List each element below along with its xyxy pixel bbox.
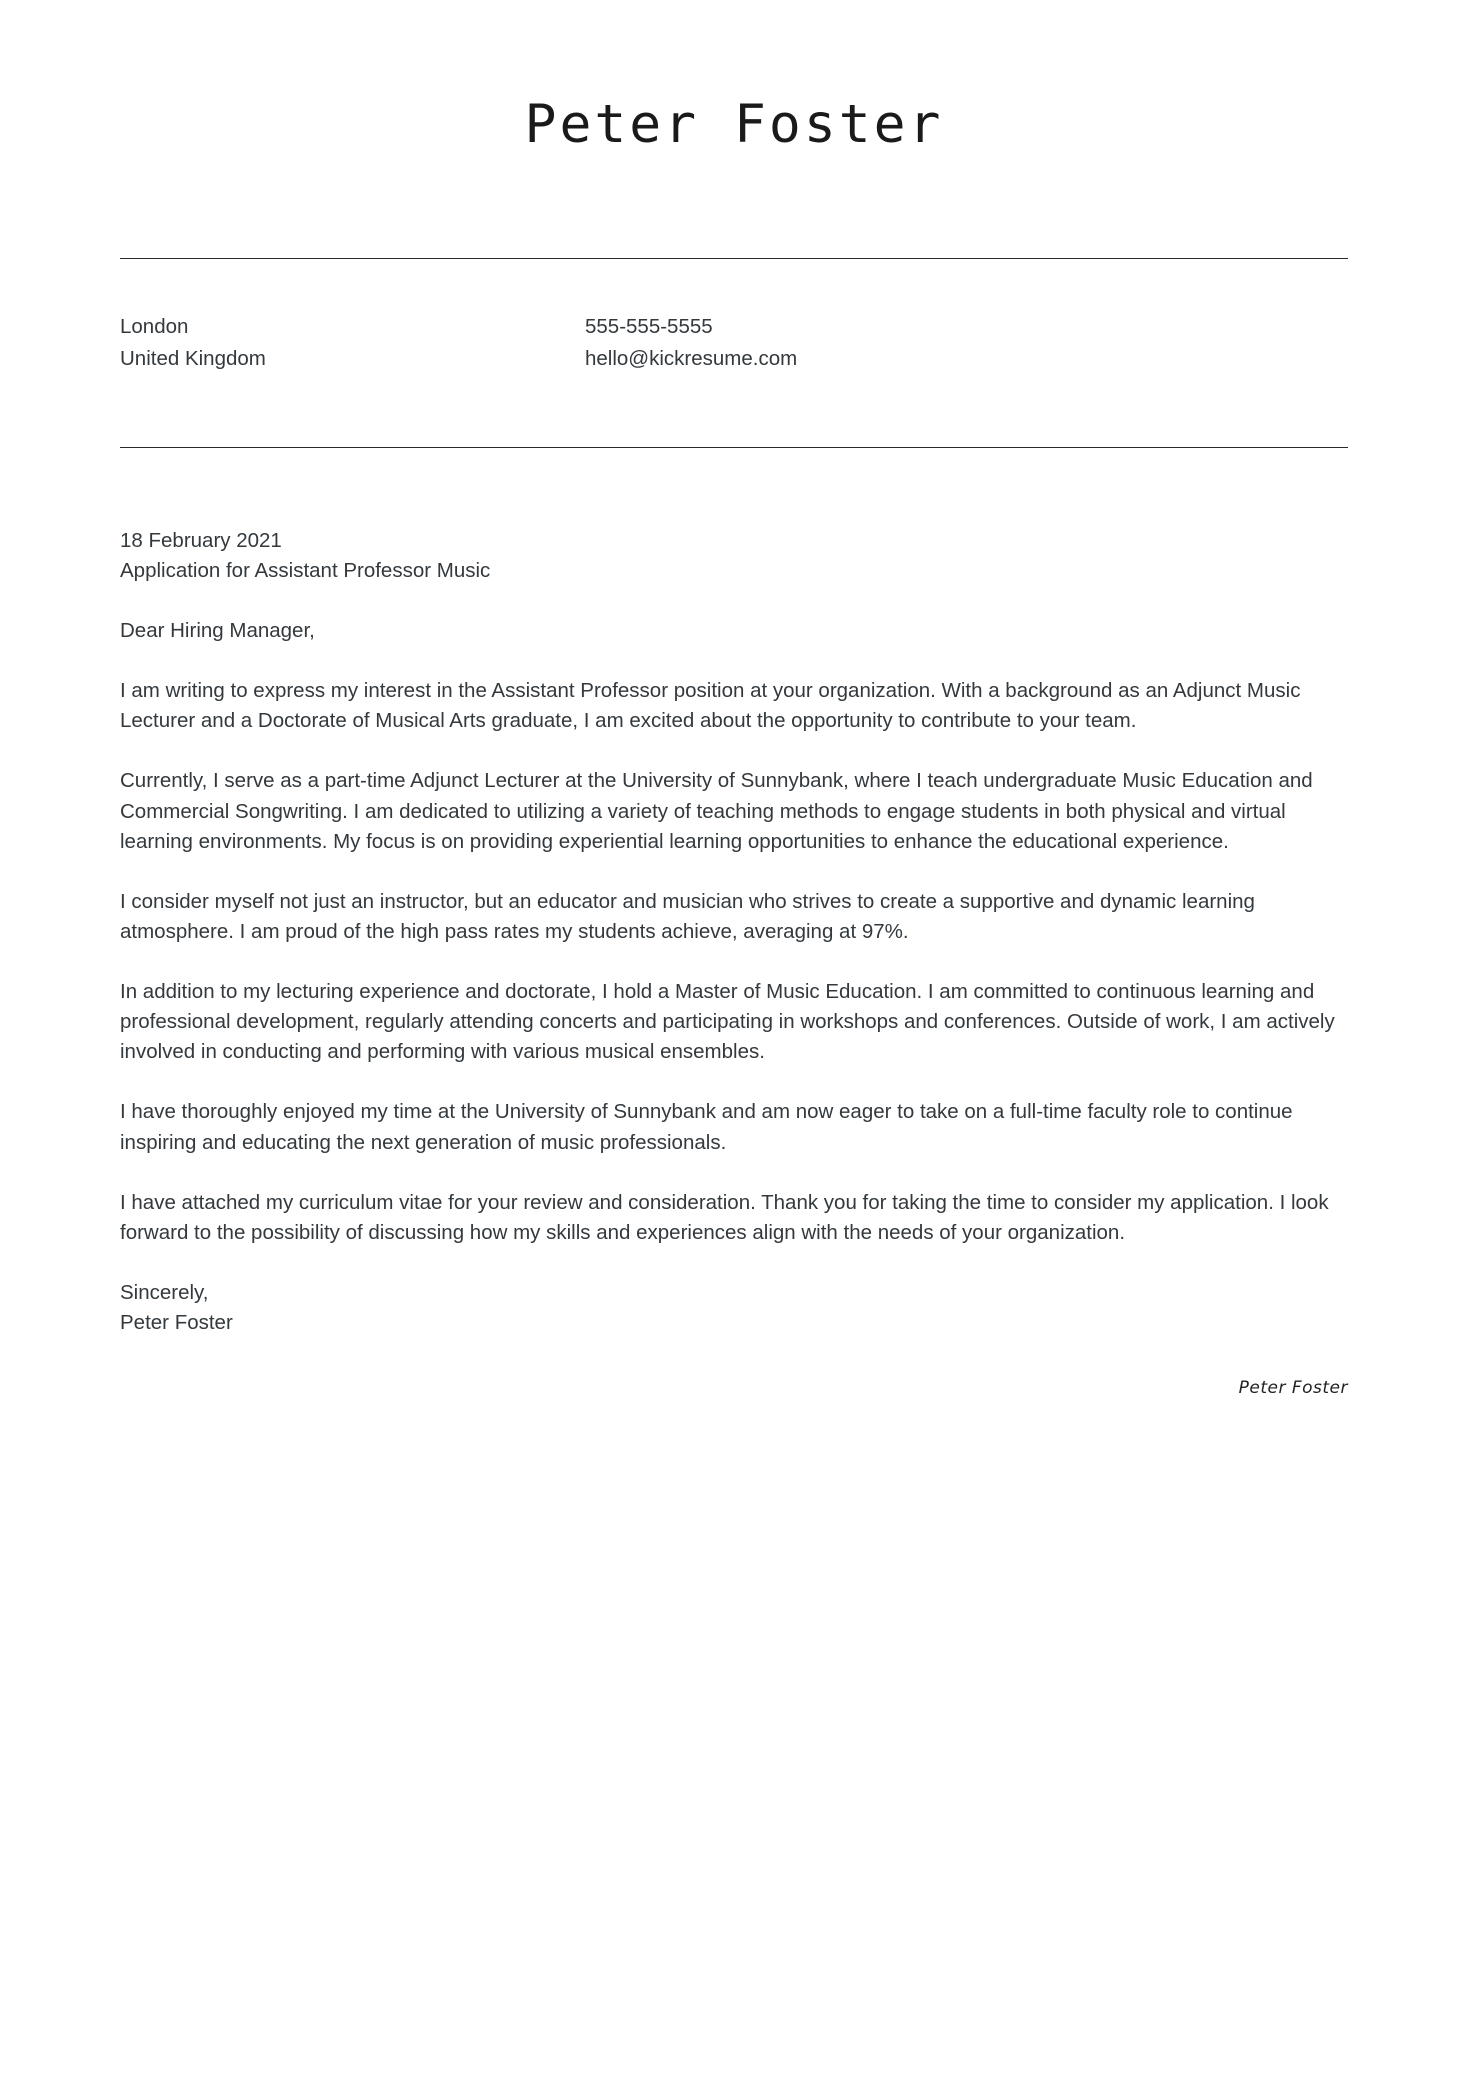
- contact-city: London: [120, 315, 189, 339]
- letter-paragraph: Currently, I serve as a part-time Adjunct Lecturer at the University of Sunnybank, where I teach undergraduate Music Education and Commercial Songwriting. I am dedicated to utilizing a variety of teaching methods to engage students in both physical and virtual learning environments. My focus is on providing experiential learning opportunities to enhance the educational experience.: [120, 769, 1313, 853]
- signature: Peter Foster: [1238, 1378, 1348, 1399]
- header: [0, 0, 1468, 154]
- letter-paragraph: I consider myself not just an instructor, but an educator and musician who strives to create a supportive and dynamic learning atmosphere. I am proud of the high pass rates my students achieve, averaging at 97%.: [120, 889, 1255, 943]
- closing-name: Peter Foster: [120, 1311, 233, 1335]
- closing-word: Sincerely,: [120, 1280, 209, 1304]
- letter-paragraph: In addition to my lecturing experience and doctorate, I hold a Master of Music Education. I am committed to continuous learning and professional development, regularly attending concerts and participating in workshops and conferences. Outside of work, I am actively involved in conducting and performing with various musical ensembles.: [120, 980, 1335, 1064]
- letter-paragraph: I have thoroughly enjoyed my time at the University of Sunnybank and am now eager to take on a full-time faculty role to continue inspiring and educating the next generation of music professionals.: [120, 1100, 1293, 1154]
- contact-email[interactable]: hello@kickresume.com: [585, 347, 798, 371]
- letter-paragraph: I am writing to express my interest in the Assistant Professor position at your organization. With a background as an Adjunct Music Lecturer and a Doctorate of Musical Arts graduate, I am excited about the opportunity to contribute to your team.: [120, 679, 1301, 733]
- letter-salutation: Dear Hiring Manager,: [120, 619, 315, 643]
- letter-closing: [120, 1278, 1348, 1338]
- letter-date: 18 February 2021: [120, 528, 282, 552]
- letter-body: [120, 448, 1348, 1338]
- contact-details: [585, 311, 1185, 375]
- letter-subject: Application for Assistant Professor Music: [120, 558, 491, 582]
- contact-block: [120, 259, 1348, 375]
- contact-country: United Kingdom: [120, 347, 266, 371]
- contact-phone: 555-555-5555: [585, 315, 713, 339]
- letter-paragraph: I have attached my curriculum vitae for your review and consideration. Thank you for taking the time to consider my application. I look forward to the possibility of discussing how my skills and experiences align with the needs of your organization.: [120, 1190, 1329, 1244]
- contact-address: [120, 311, 585, 375]
- page-title: Peter Foster: [524, 94, 944, 155]
